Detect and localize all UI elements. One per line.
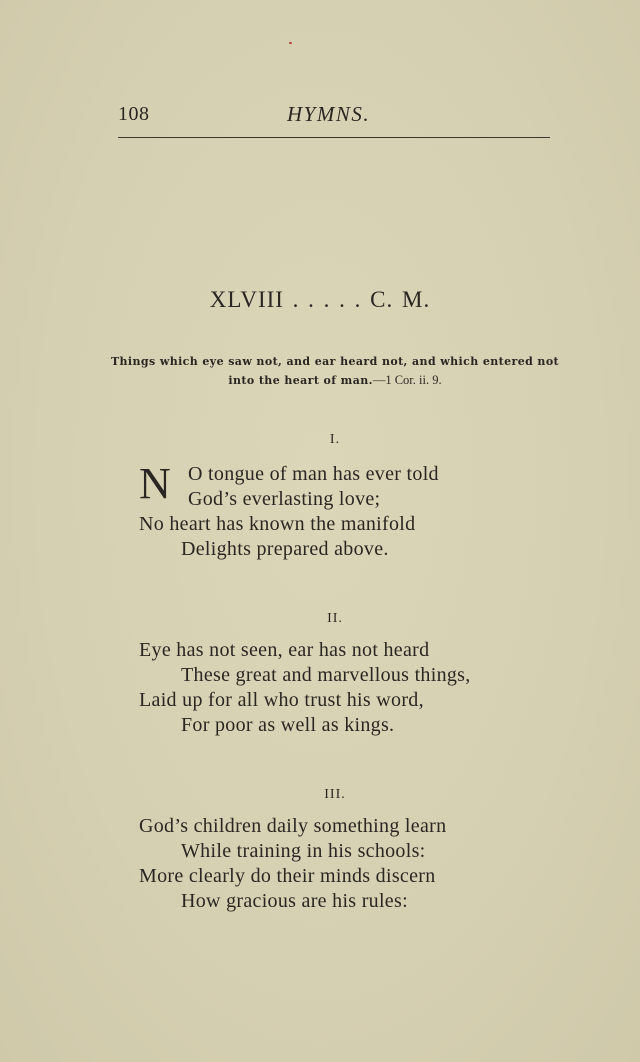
stanza-numeral: III.	[324, 787, 346, 802]
epigraph-reference: —1 Cor. ii. 9.	[372, 373, 442, 387]
stanza-line: While training in his schools:	[181, 840, 426, 862]
stanza-line: More clearly do their minds discern	[139, 865, 436, 887]
stanza-line: God’s children daily something learn	[139, 815, 447, 837]
stanza-line: Eye has not seen, ear has not heard	[139, 639, 430, 661]
stanza-line: These great and marvellous things,	[181, 664, 471, 686]
stanza-line: Laid up for all who trust his word,	[139, 689, 424, 711]
page-number: 108	[118, 103, 150, 125]
stanza-line: God’s everlasting love;	[188, 488, 381, 510]
hymn-meter: C. M.	[370, 287, 431, 312]
header-rule	[118, 137, 550, 138]
stanza-line: How gracious are his rules:	[181, 890, 408, 912]
epigraph-text: Things which eye saw not, and ear heard not, and which entered not into the heart of man.	[110, 355, 560, 387]
stanza-numeral: II.	[327, 611, 343, 626]
epigraph	[110, 352, 560, 390]
drop-cap: N	[139, 459, 171, 508]
hymn-title	[0, 287, 640, 313]
stanza-line: Delights prepared above.	[181, 538, 389, 560]
running-head: HYMNS.	[287, 102, 371, 126]
stanza-line: For poor as well as kings.	[181, 714, 395, 736]
ink-speck	[289, 42, 292, 44]
hymn-number: XLVIII	[209, 287, 284, 312]
stanza-line: O tongue of man has ever told	[188, 463, 439, 485]
stanza-line: No heart has known the manifold	[139, 513, 416, 535]
meter-separator: . . . . .	[292, 287, 362, 312]
stanza-numeral: I.	[329, 432, 341, 447]
